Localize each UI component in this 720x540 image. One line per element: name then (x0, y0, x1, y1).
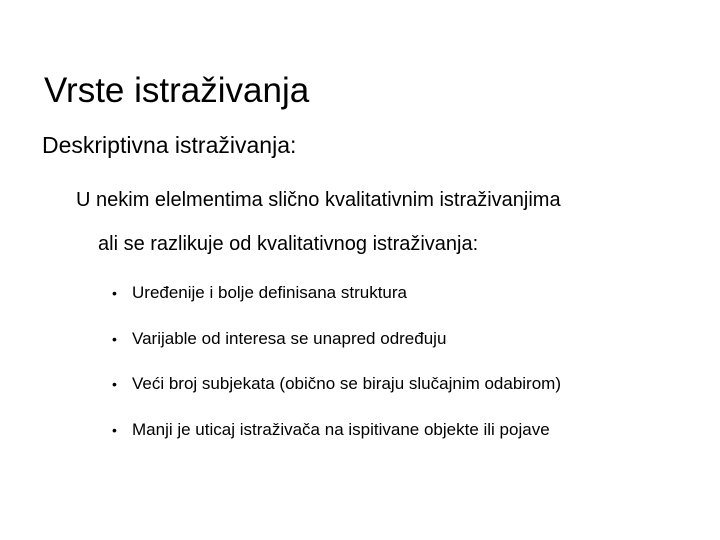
intro-text-line-2: ali se razlikuje od kvalitativnog istraživanja: (98, 233, 479, 255)
bullet-icon: • (112, 421, 117, 438)
bullet-text: Veći broj subjekata (obično se biraju slučajnim odabirom) (132, 374, 561, 393)
bullet-text: Manji je uticaj istraživača na ispitivane objekte ili pojave (132, 419, 550, 439)
bullet-icon: • (112, 376, 117, 392)
slide-subtitle: Deskriptivna istraživanja: (42, 132, 297, 158)
slide-title: Vrste istraživanja (44, 71, 310, 111)
bullet-text: Uređenije i bolje definisana struktura (132, 283, 407, 302)
bullet-icon: • (112, 285, 117, 301)
bullet-icon: • (112, 330, 117, 347)
bullet-text: Varijable od interesa se unapred određuju (132, 328, 447, 348)
intro-text-line-1: U nekim elelmentima slično kvalitativnim istraživanjima (76, 189, 561, 211)
